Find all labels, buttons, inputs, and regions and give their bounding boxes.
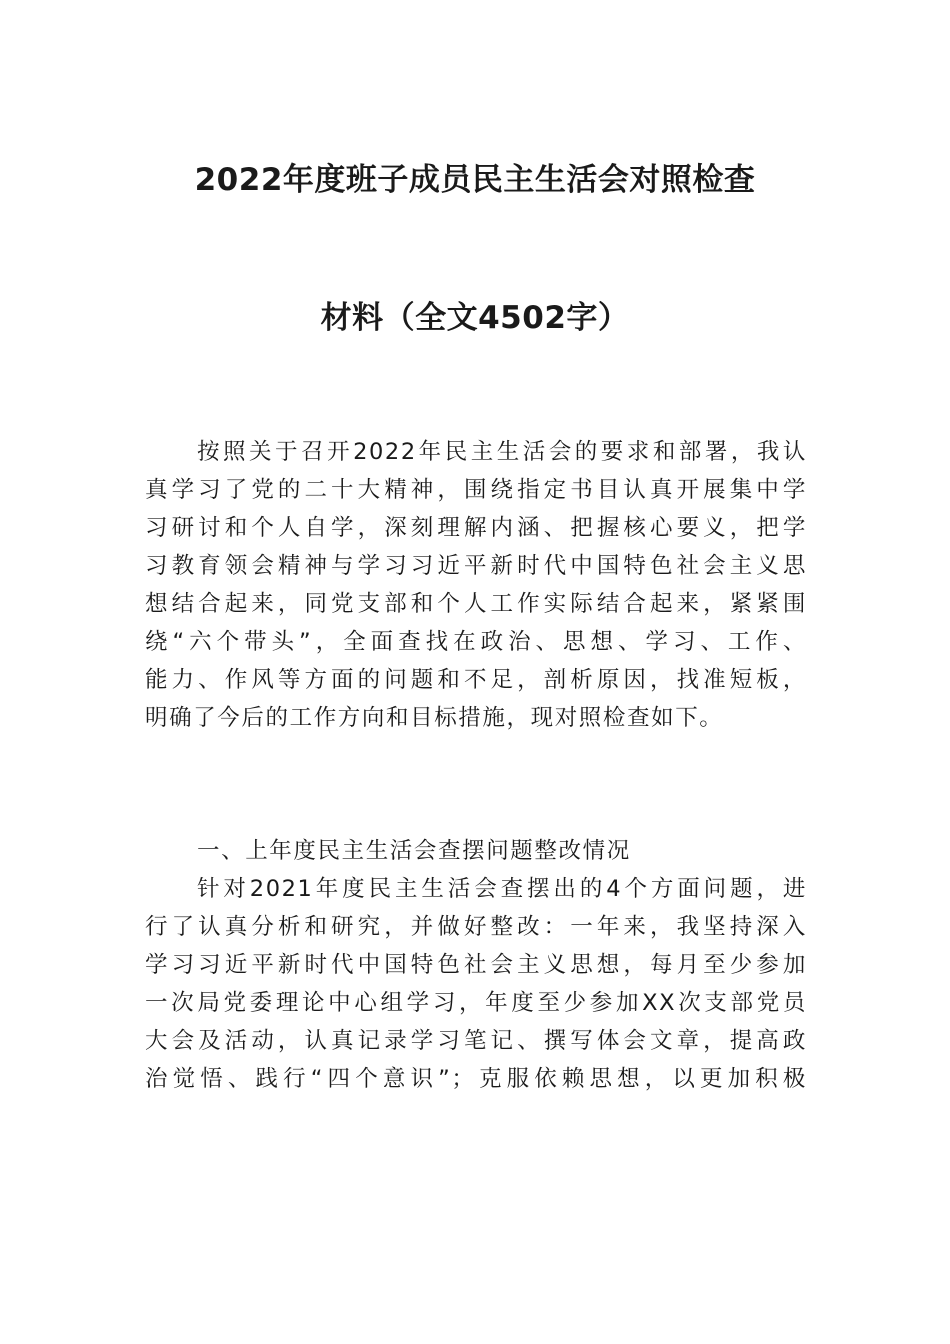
document-title-line-2: 材料（全文4502字）: [320, 300, 630, 336]
paragraph-line: 习教育领会精神与学习习近平新时代中国特色社会主义思: [145, 553, 807, 579]
section-heading-1: [145, 832, 807, 870]
paragraph-line: 想结合起来，同党支部和个人工作实际结合起来，紧紧围: [145, 591, 807, 617]
section-heading-text: 一、上年度民主生活会查摆问题整改情况: [197, 838, 631, 864]
paragraph-line: 针对2021年度民主生活会查摆出的4个方面问题，进: [197, 876, 807, 902]
paragraph-line: 大会及活动，认真记录学习笔记、撰写体会文章，提高政: [145, 1028, 807, 1054]
paragraph-line: 行了认真分析和研究，并做好整改：一年来，我坚持深入: [145, 914, 807, 940]
paragraph-line: 一次局党委理论中心组学习，年度至少参加XX次支部党员: [145, 990, 807, 1016]
paragraph-line: 真学习了党的二十大精神，围绕指定书目认真开展集中学: [145, 477, 807, 503]
paragraph-line: 学习习近平新时代中国特色社会主义思想，每月至少参加: [145, 952, 807, 978]
paragraph-line: 能力、作风等方面的问题和不足，剖析原因，找准短板，: [145, 667, 807, 693]
paragraph-line: 明确了今后的工作方向和目标措施，现对照检查如下。: [145, 705, 724, 731]
paragraph-line: 按照关于召开2022年民主生活会的要求和部署，我认: [197, 439, 807, 465]
document-title-line-1: 2022年度班子成员民主生活会对照检查: [194, 162, 756, 198]
paragraph-rectification: [145, 870, 807, 1098]
paragraph-line: 治觉悟、践行“四个意识”；克服依赖思想，以更加积极: [145, 1066, 807, 1092]
paragraph-introduction: [145, 433, 807, 737]
paragraph-line: 绕“六个带头”，全面查找在政治、思想、学习、工作、: [145, 629, 807, 655]
paragraph-line: 习研讨和个人自学，深刻理解内涵、把握核心要义，把学: [145, 515, 807, 541]
